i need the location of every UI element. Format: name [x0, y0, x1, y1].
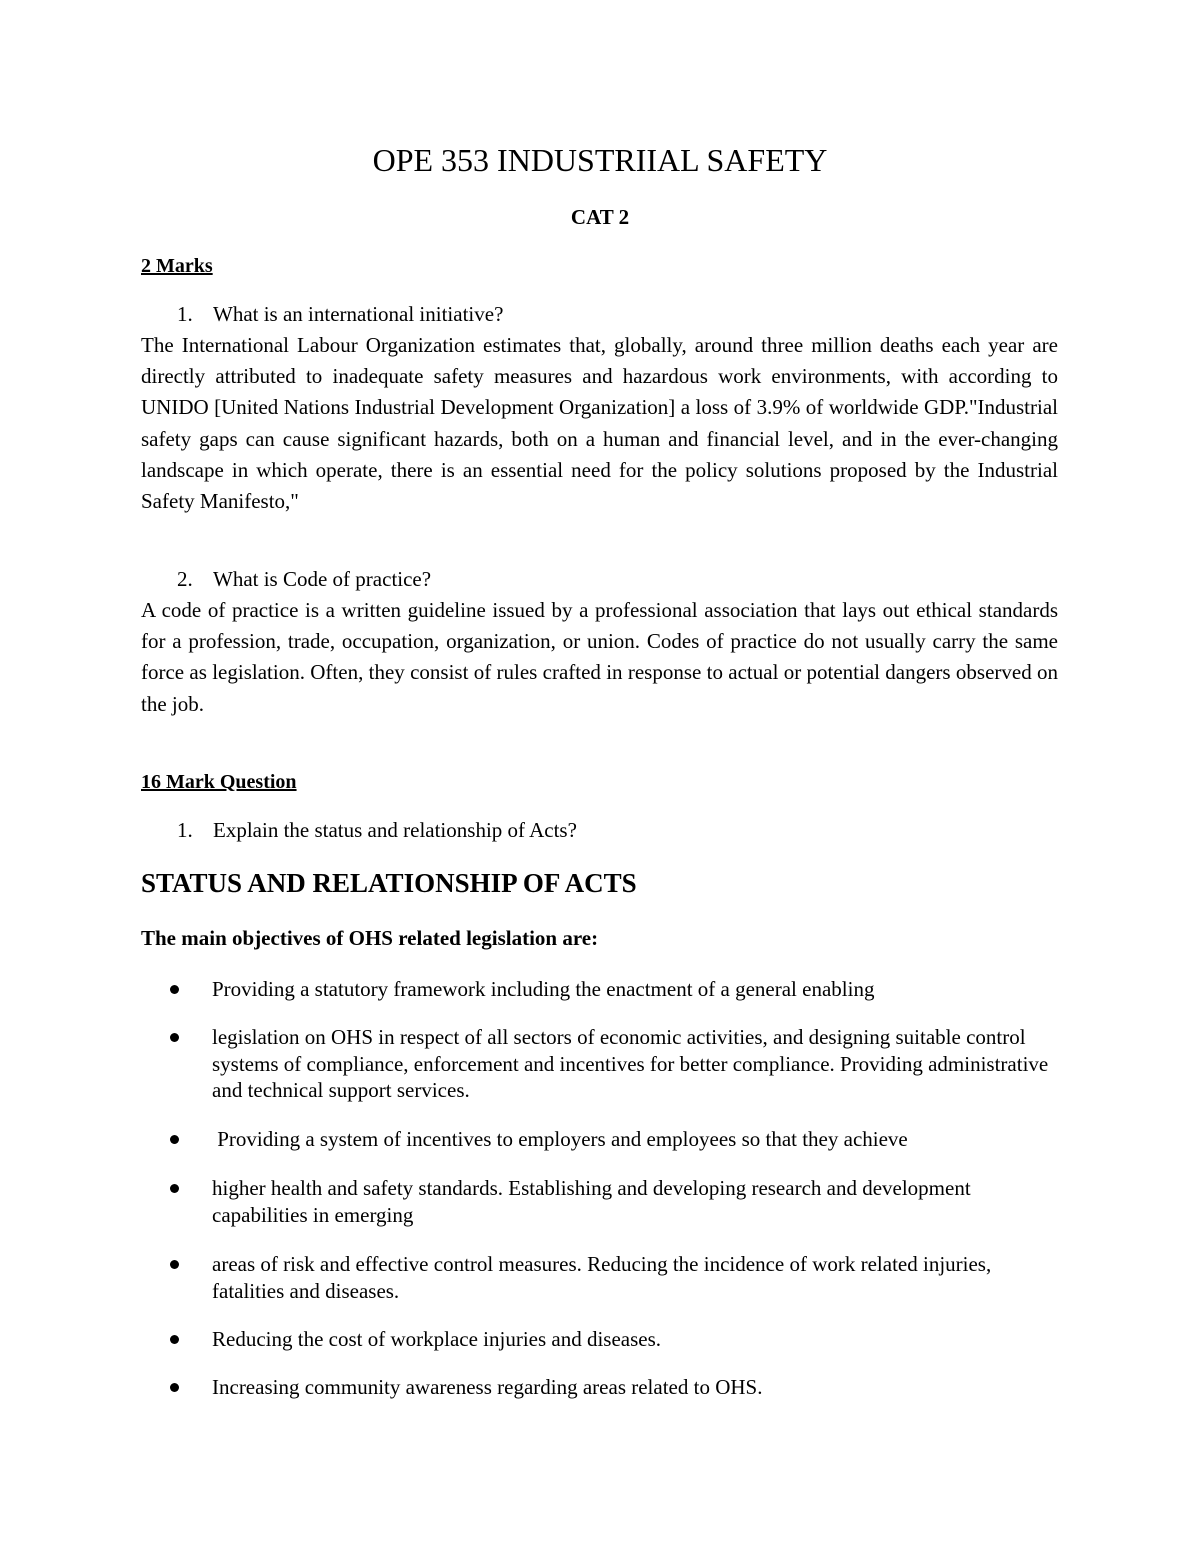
- question-line-2: [177, 565, 431, 593]
- list-item-text: Increasing community awareness regarding areas related to OHS.: [212, 1375, 763, 1399]
- bullet-dot-icon: [170, 1335, 179, 1344]
- bullet-dot-icon: [170, 1383, 179, 1392]
- bullet-dot-icon: [170, 1260, 179, 1269]
- list-item-text: Providing a system of incentives to employers and employees so that they achieve: [212, 1127, 908, 1151]
- question-line-1: [177, 300, 503, 328]
- bullet-dot-icon: [170, 985, 179, 994]
- question-text: What is Code of practice?: [213, 567, 432, 591]
- list-item-text: legislation on OHS in respect of all sectors of economic activities, and designing suitable control systems of compliance, enforcement and incentives for better compliance. Providing administrative and technical support services.: [212, 1025, 1049, 1102]
- bullet-dot-icon: [170, 1033, 179, 1042]
- list-item-text: Reducing the cost of workplace injuries and diseases.: [212, 1327, 662, 1351]
- section-label-sixteen-mark: 16 Mark Question: [141, 771, 297, 793]
- question-text: Explain the status and relationship of Acts?: [213, 818, 577, 842]
- answer-paragraph-1: The International Labour Organization estimates that, globally, around three million deaths each year are directly attributed to inadequate safety measures and hazardous work environments, with according to UNIDO [United Nations Industrial Development Organization] a loss of 3.9% of worldwide GDP."Industrial safety gaps can cause significant hazards, both on a human and financial level, and in the ever-changing landscape in which operate, there is an essential need for the policy solutions proposed by the Industrial Safety Manifesto,": [141, 333, 1058, 514]
- answer-paragraph-2: A code of practice is a written guideline issued by a professional association that lays out ethical standards for a profession, trade, occupation, organization, or union. Codes of practice do not usually carry the same force as legislation. Often, they consist of rules crafted in response to actual or potential dangers observed on the job.: [141, 598, 1058, 716]
- question-text: What is an international initiative?: [213, 302, 504, 326]
- list-item-text: areas of risk and effective control measures. Reducing the incidence of work related injuries, fatalities and diseases.: [212, 1252, 992, 1303]
- section-heading: STATUS AND RELATIONSHIP OF ACTS: [141, 868, 637, 898]
- question-number: 2.: [177, 567, 193, 591]
- question-number: 1.: [177, 818, 193, 842]
- question-number: 1.: [177, 302, 193, 326]
- bullet-dot-icon: [170, 1184, 179, 1193]
- document-subtitle: CAT 2: [570, 205, 630, 229]
- question-line-16-1: [177, 816, 577, 844]
- list-item-text: Providing a statutory framework including the enactment of a general enabling: [212, 977, 875, 1001]
- objectives-subheading: The main objectives of OHS related legislation are:: [141, 926, 599, 950]
- list-item-text: higher health and safety standards. Establishing and developing research and development capabilities in emerging: [212, 1176, 971, 1227]
- bullet-dot-icon: [170, 1135, 179, 1144]
- section-label-two-marks: 2 Marks: [141, 255, 213, 277]
- document-title: OPE 353 INDUSTRIIAL SAFETY: [372, 142, 828, 178]
